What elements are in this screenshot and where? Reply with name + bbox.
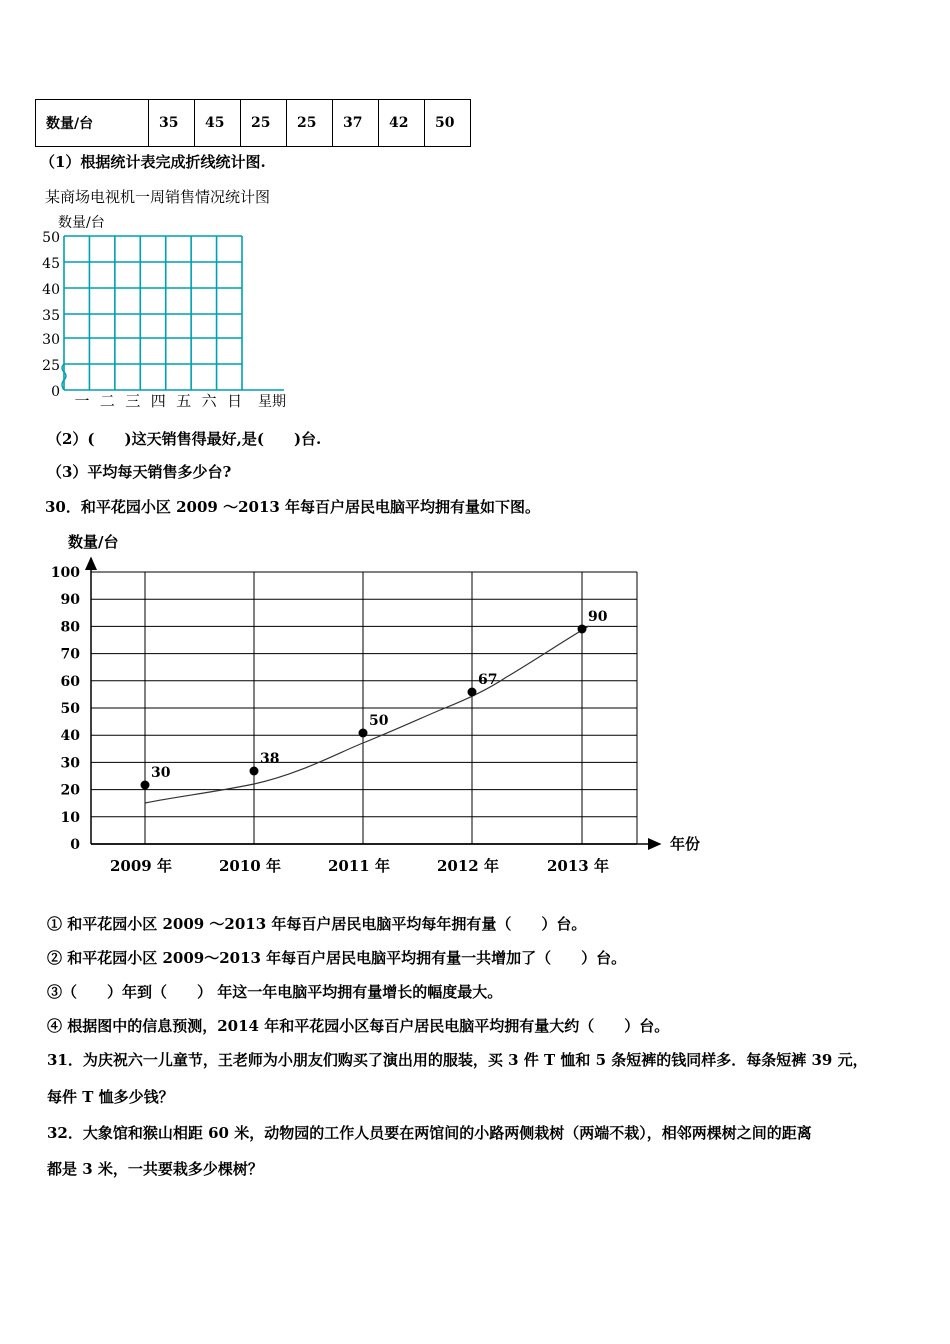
chart1-title: 某商场电视机一周销售情况统计图 bbox=[45, 188, 271, 206]
weekly-sales-chart bbox=[38, 208, 298, 413]
x-tick-label: 2010 年 bbox=[219, 857, 281, 875]
x-tick-label: 2011 年 bbox=[328, 857, 390, 875]
q32-line2: 都是 3 米，一共要栽多少棵树？ bbox=[47, 1160, 263, 1178]
y-tick-label: 40 bbox=[42, 282, 60, 298]
data-point bbox=[250, 767, 259, 776]
y-tick-label: 20 bbox=[60, 782, 80, 799]
table-cell: 45 bbox=[195, 100, 241, 147]
q30-sub1: ① 和平花园小区 2009 ～2013 年每百户居民电脑平均每年拥有量（ ）台。 bbox=[47, 915, 587, 933]
y-tick-label: 45 bbox=[42, 256, 60, 272]
x-tick-label: 2013 年 bbox=[547, 857, 609, 875]
data-point bbox=[141, 781, 150, 790]
y-tick-label: 0 bbox=[51, 384, 60, 400]
y-tick-label: 35 bbox=[42, 308, 60, 324]
table-header-cell: 数量/台 bbox=[36, 100, 149, 147]
x-tick-label: 2012 年 bbox=[437, 857, 499, 875]
y-tick-label: 70 bbox=[60, 646, 80, 663]
q29-part1: （1）根据统计表完成折线统计图. bbox=[40, 153, 266, 171]
data-label: 30 bbox=[151, 765, 171, 781]
table-cell: 25 bbox=[287, 100, 333, 147]
y-tick-label: 30 bbox=[60, 755, 80, 772]
y-tick-label: 100 bbox=[50, 565, 80, 581]
sales-table bbox=[35, 99, 471, 147]
chart2-y-ticks bbox=[51, 565, 80, 853]
chart1-ylabel: 数量/台 bbox=[58, 215, 105, 231]
table-cell: 25 bbox=[241, 100, 287, 147]
chart1-xlabel: 星期 bbox=[258, 394, 286, 410]
chart1-x-ticks bbox=[74, 392, 242, 410]
y-tick-label: 50 bbox=[60, 701, 80, 717]
x-tick-label: 四 bbox=[150, 392, 166, 410]
q29-part2: （2）( )这天销售得最好,是( )台. bbox=[47, 430, 322, 448]
x-tick-label: 2009 年 bbox=[110, 857, 172, 875]
y-tick-label: 25 bbox=[42, 358, 60, 374]
q30-sub3: ③（ ）年到（ ） 年这一年电脑平均拥有量增长的幅度最大。 bbox=[47, 983, 503, 1001]
chart2-xlabel: 年份 bbox=[670, 835, 701, 853]
q30-stem: 30．和平花园小区 2009 ～2013 年每百户居民电脑平均拥有量如下图。 bbox=[45, 498, 541, 516]
computer-ownership-chart bbox=[40, 528, 720, 883]
data-label: 50 bbox=[369, 713, 389, 729]
q32-line1: 32．大象馆和猴山相距 60 米，动物园的工作人员要在两馆间的小路两侧栽树（两端不栽），相邻两棵树之间的距离 bbox=[47, 1124, 812, 1142]
x-tick-label: 六 bbox=[201, 392, 217, 410]
y-tick-label: 60 bbox=[60, 673, 80, 690]
table-cell: 35 bbox=[149, 100, 195, 147]
x-tick-label: 三 bbox=[125, 392, 141, 410]
y-tick-label: 10 bbox=[60, 809, 80, 826]
chart1-grid bbox=[62, 236, 284, 390]
data-label: 67 bbox=[478, 672, 498, 688]
chart2-trend-line bbox=[145, 626, 589, 803]
y-tick-label: 80 bbox=[60, 619, 80, 636]
x-tick-label: 一 bbox=[74, 392, 90, 410]
q30-sub2: ② 和平花园小区 2009～2013 年每百户居民电脑平均拥有量一共增加了（ ）台。 bbox=[47, 949, 627, 967]
data-label: 38 bbox=[260, 751, 280, 767]
table-cell: 37 bbox=[333, 100, 379, 147]
data-label: 90 bbox=[588, 609, 608, 625]
y-tick-label: 40 bbox=[60, 728, 80, 745]
chart2-ylabel: 数量/台 bbox=[68, 533, 119, 551]
y-tick-label: 30 bbox=[42, 332, 60, 348]
x-tick-label: 二 bbox=[99, 392, 115, 410]
chart1-y-ticks bbox=[42, 230, 60, 400]
q30-sub4: ④ 根据图中的信息预测，2014 年和平花园小区每百户居民电脑平均拥有量大约（ ）台。 bbox=[47, 1017, 670, 1035]
y-tick-label: 90 bbox=[60, 592, 80, 609]
q29-part3: （3）平均每天销售多少台? bbox=[47, 463, 232, 481]
data-point bbox=[578, 625, 587, 634]
data-point bbox=[468, 688, 477, 697]
data-point bbox=[359, 729, 368, 738]
chart2-x-ticks bbox=[110, 857, 609, 875]
y-tick-label: 0 bbox=[70, 837, 80, 853]
x-tick-label: 日 bbox=[227, 392, 243, 410]
q31-line1: 31．为庆祝六一儿童节，王老师为小朋友们购买了演出用的服装，买 3 件 T 恤和 5 条短裤的钱同样多．每条短裤 39 元， bbox=[47, 1051, 868, 1069]
q31-line2: 每件 T 恤多少钱？ bbox=[47, 1088, 174, 1106]
chart2-grid bbox=[91, 558, 660, 844]
table-cell: 42 bbox=[379, 100, 425, 147]
y-tick-label: 50 bbox=[42, 230, 60, 246]
table-row bbox=[36, 100, 471, 147]
x-tick-label: 五 bbox=[176, 392, 192, 410]
table-cell: 50 bbox=[425, 100, 471, 147]
